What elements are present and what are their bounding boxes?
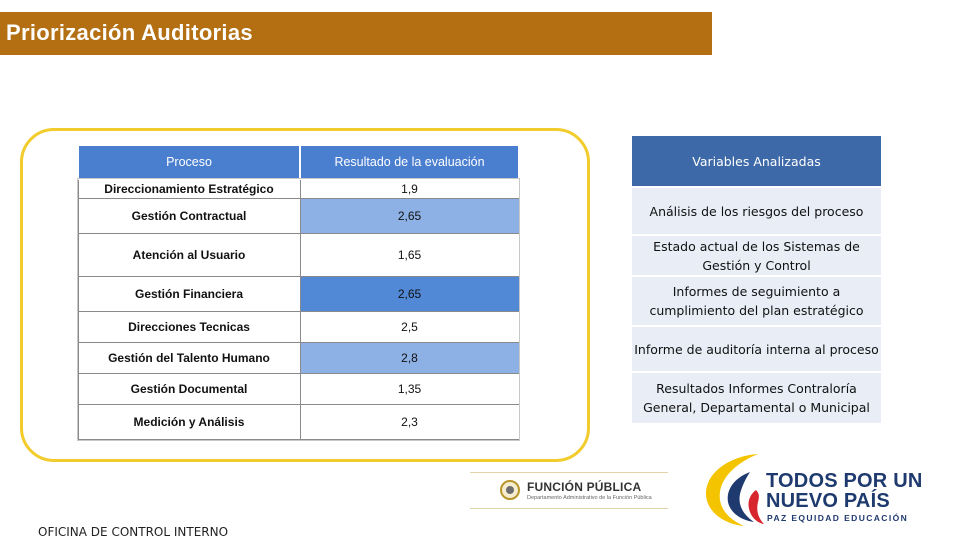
table-row: [78, 405, 519, 440]
variable-item: Informe de auditoría interna al proceso: [632, 325, 881, 371]
process-name: Medición y Análisis: [78, 405, 300, 440]
process-name: Direcciones Tecnicas: [78, 312, 300, 343]
table-row: [78, 277, 519, 312]
variable-item: Estado actual de los Sistemas de Gestión y Control: [632, 234, 881, 275]
process-value: 2,5: [300, 312, 519, 343]
process-name: Gestión Contractual: [78, 199, 300, 234]
variable-item: Informes de seguimiento a cumplimiento del plan estratégico: [632, 275, 881, 325]
government-logo: [700, 450, 930, 530]
process-value: 1,9: [300, 179, 519, 199]
page-title: Priorización Auditorias: [6, 20, 253, 45]
table-row: [78, 179, 519, 199]
process-value: 2,3: [300, 405, 519, 440]
variables-panel: [632, 136, 881, 423]
table-row: [78, 312, 519, 343]
process-value: 1,35: [300, 374, 519, 405]
funcion-publica-name: FUNCIÓN PÚBLICA: [527, 480, 642, 494]
header-process: Proceso: [78, 145, 300, 179]
priority-table: [77, 144, 520, 440]
funcion-publica-subtitle: Departamento Administrativo de la Función Pública: [527, 495, 652, 501]
funcion-publica-logo: [470, 472, 668, 509]
seal-icon: [500, 480, 520, 500]
table-row: [78, 234, 519, 277]
slogan-line-2: NUEVO PAÍS: [766, 490, 890, 512]
process-name: Direccionamiento Estratégico: [78, 179, 300, 199]
process-value: 2,65: [300, 199, 519, 234]
process-name: Gestión Documental: [78, 374, 300, 405]
footer-office: OFICINA DE CONTROL INTERNO: [38, 525, 229, 539]
process-name: Gestión Financiera: [78, 277, 300, 312]
table-header-row: [78, 145, 519, 179]
variable-item: Resultados Informes Contraloría General, Departamental o Municipal: [632, 371, 881, 423]
table-row: [78, 199, 519, 234]
process-name: Atención al Usuario: [78, 234, 300, 277]
header-result: Resultado de la evaluación: [300, 145, 519, 179]
colombia-swoosh-icon: [700, 450, 764, 530]
title-bar: [0, 12, 712, 55]
table-row: [78, 343, 519, 374]
process-value: 1,65: [300, 234, 519, 277]
table-row: [78, 374, 519, 405]
process-name: Gestión del Talento Humano: [78, 343, 300, 374]
slogan-line-3: PAZ EQUIDAD EDUCACIÓN: [767, 513, 909, 523]
process-value: 2,65: [300, 277, 519, 312]
variables-header: Variables Analizadas: [632, 136, 881, 186]
variable-item: Análisis de los riesgos del proceso: [632, 186, 881, 234]
process-value: 2,8: [300, 343, 519, 374]
slogan-line-1: TODOS POR UN: [766, 470, 923, 492]
